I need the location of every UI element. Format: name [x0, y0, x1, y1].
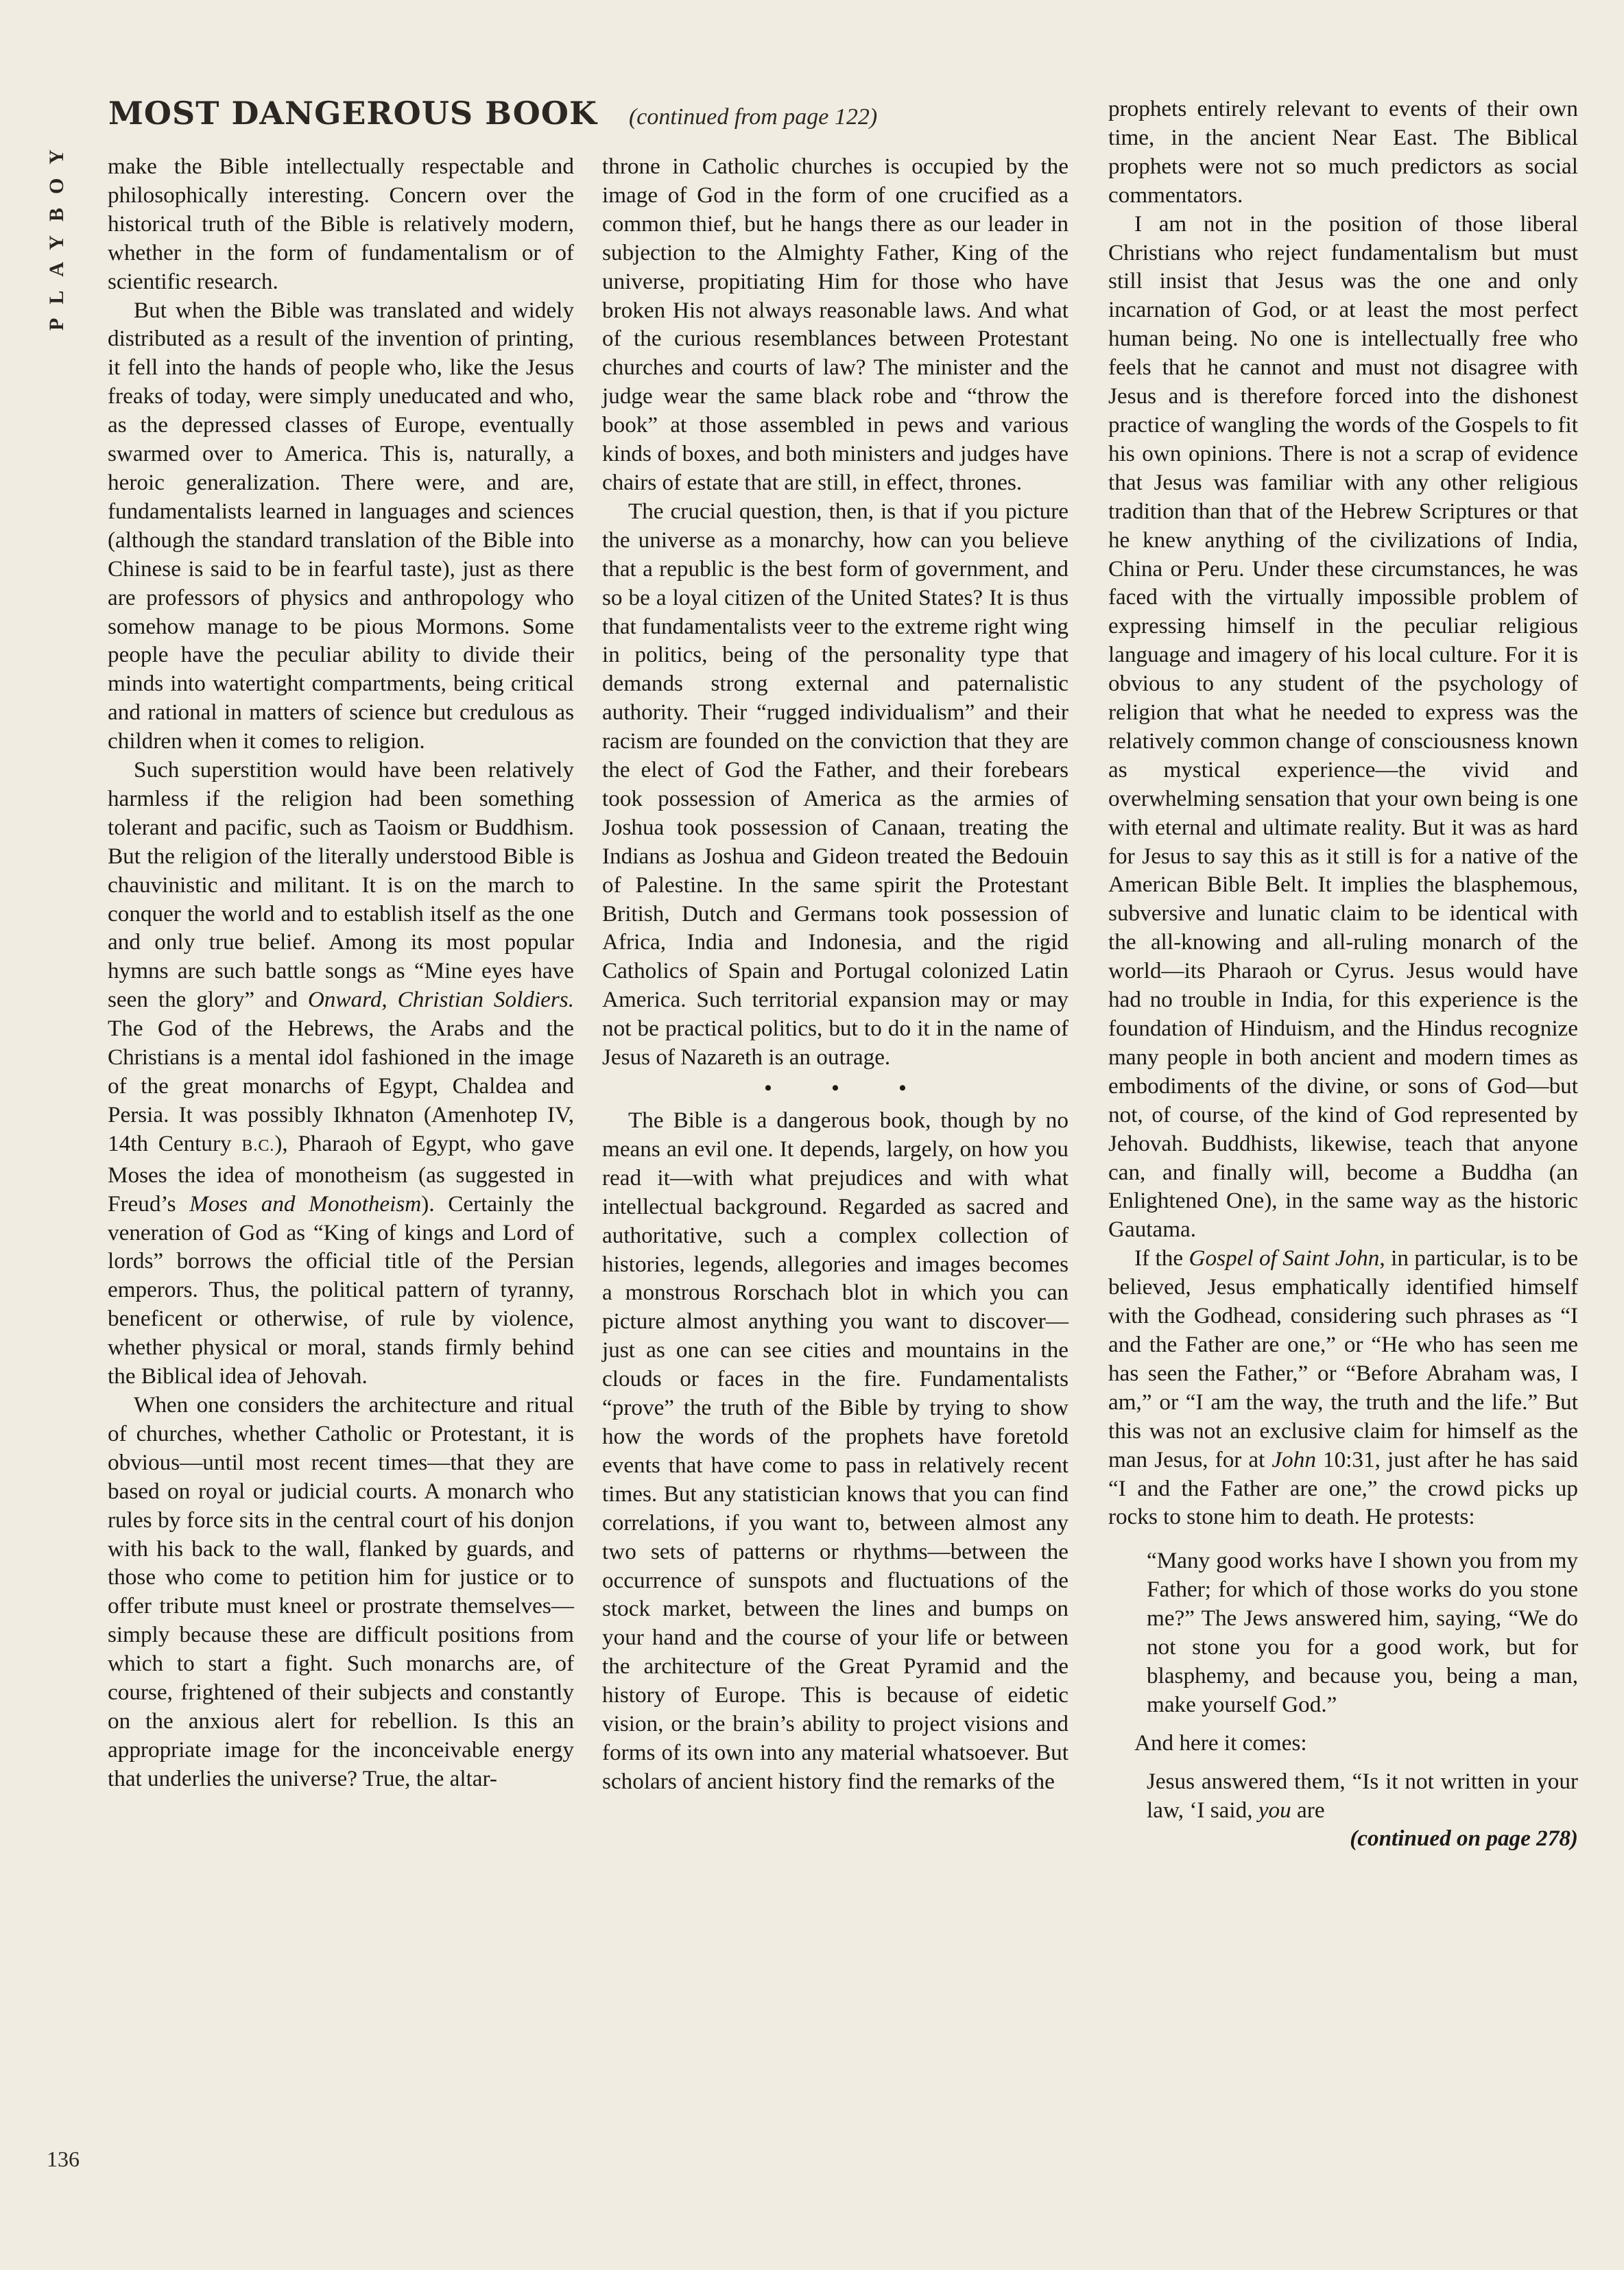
vertical-magazine-name: PLAYBOY — [45, 136, 69, 331]
paragraph — [108, 756, 574, 1391]
quote-text — [1147, 1767, 1578, 1825]
text-run: Such superstition would have been relatively harmless if the religion had been something tolerant and pacific, such as Taoism or Buddhism. But the religion of the literally understood Bible is chauvinistic and militant. It is on the march to conquer the world and to establish itself as the one and only true belief. Among its most popular hymns are such battle songs as “Mine eyes have seen the glory” and — [108, 757, 574, 1013]
gospel-title: Gospel of Saint John — [1189, 1245, 1380, 1271]
text-run: ). Certainly the veneration of God as “King of kings and Lord of lords” borrows the official title of the Persian emperors. Thus, the political pattern of tyranny, beneficent or otherwise, of rule by violence, whether physical or moral, stands firmly behind the Biblical idea of Jehovah. — [108, 1191, 575, 1389]
text-column-1 — [108, 152, 574, 1793]
paragraph: I am not in the position of those liberal Christians who reject fundamentalism but must still insist that Jesus was the one and only incarnation of God, or at least the most perfect human being. No one is intellectually free who feels that he cannot and must not disagree with Jesus and is therefore forced into the dishonest practice of wangling the words of the Gospels to fit his own opinions. There is not a scrap of evidence that Jesus was familiar with any other religious tradition than that of the Hebrew Scriptures or that he knew anything of the civilizations of India, China or Peru. Under these circumstances, he was faced with the virtually impossible problem of expressing himself in the peculiar religious language and imagery of his local culture. For it is obvious to any student of the psychology of religion that what he needed to express was the relatively common change of consciousness known as mystical experience—the vivid and overwhelming sensation that your own being is one with eternal and ultimate reality. But it was as hard for Jesus to say this as it still is for a native of the American Bible Belt. It implies the blasphemous, subversive and lunatic claim to be identical with the all-knowing and all-ruling monarch of the world—its Pharaoh or Cyrus. Jesus would have had no trouble in India, for this experience is the foundation of Hinduism, and the Hindus recognize many people in both ancient and modern times as embodiments of the divine, or sons of God—but not, of course, of the kind of God represented by Jehovah. Buddhists, likewise, teach that anyone can, and finally will, become a Buddha (an Enlightened One), in the same way as the historic Gautama. — [1108, 211, 1578, 1243]
hymn-title: Onward, Christian Soldiers. — [307, 987, 575, 1013]
paragraph: make the Bible intellectually respectable and philosophically interesting. Concern over the historical truth of the Bible is relatively modern, whether in the form of fundamentalism or of scientific research. — [108, 154, 574, 294]
paragraph: throne in Catholic churches is occupied by the image of God in the form of one crucified as a common thief, but he hangs there as our leader in subjection to the Almighty Father, King of the universe, propitiating Him for those who have broken His not always reasonable laws. And what of the curious resemblances between Protestant churches and courts of law? The minister and the judge wear the same black robe and “throw the book” at those assembled in pews and various kinds of boxes, and both ministers and judges have chairs of estate that are still, in effect, thrones. — [602, 154, 1068, 495]
text-column-2 — [602, 152, 1068, 1796]
continued-on-note: (continued on page 278) — [1350, 1826, 1578, 1852]
quote-text: “Many good works have I shown you from my Father; for which of those works do you stone me?” The Jews answered him, saying, “We do not stone you for a good work, but for blasphemy, and because you, being a man, make yourself God.” — [1147, 1548, 1578, 1717]
paragraph: But when the Bible was translated and widely distributed as a result of the invention of printing, it fell into the hands of people who, like the Jesus freaks of today, were simply uneducated and who, as the depressed classes of Europe, eventually swarmed over to America. This is, naturally, a heroic generalization. There were, and are, fundamentalists learned in languages and sciences (although the standard translation of the Bible into Chinese is said to be in fearful taste), just as there are professors of physics and anthropology who somehow manage to be pious Mormons. Some people have the peculiar ability to divide their minds into watertight compartments, being critical and rational in matters of science but credulous as children when it comes to religion. — [108, 297, 574, 754]
block-quote — [1147, 1546, 1578, 1719]
article-header — [108, 95, 877, 136]
emphasis: you — [1258, 1797, 1291, 1823]
magazine-sidebar-label — [40, 103, 74, 363]
text-run: Jesus answered them, “Is it not written in your law, ‘I said, — [1147, 1768, 1578, 1823]
text-run: 10:31, just after he has said “I and the Father are one,” the crowd picks up rocks to stone him to death. He protests: — [1108, 1446, 1578, 1530]
text-run: The God of the Hebrews, the Arabs and the Christians is a mental idol fashioned in the image of the great monarchs of Egypt, Chaldea and Persia. It was possibly Ikhnaton (Amenhotep IV, 14th Century — [108, 1016, 574, 1156]
text-run: are — [1291, 1797, 1325, 1823]
continued-from-note: (continued from page 122) — [628, 104, 878, 130]
article-title: MOST DANGEROUS BOOK — [108, 95, 597, 132]
paragraph — [1108, 1244, 1578, 1531]
quote-lead-in: And here it comes: — [1134, 1730, 1307, 1756]
block-quote — [1147, 1767, 1578, 1825]
paragraph: When one considers the architecture and ritual of churches, whether Catholic or Protestant, it is obvious—until most recent times—that they are based on royal or judicial courts. A monarch who rules by force sits in the central court of his donjon with his back to the wall, flanked by guards, and those who come to petition him for justice or to offer tribute must kneel or prostrate themselves—simply because these are difficult positions from which to start a fight. Such monarchs are, of course, frightened of their subjects and constantly on the anxious alert for rebellion. Is this an appropriate image for the inconceivable energy that underlies the universe? True, the altar- — [108, 1391, 574, 1791]
text-run: If the — [1134, 1245, 1189, 1271]
text-column-3 — [1108, 95, 1578, 1853]
paragraph: The Bible is a dangerous book, though by no means an evil one. It depends, largely, on how you read it—with what prejudices and with what intellectual background. Regarded as sacred and authoritative, such a complex collection of histories, legends, allegories and images becomes a monstrous Rorschach blot in which you can picture almost anything you want to discover—just as one can see cities and mountains in the clouds or faces in the fire. Fundamentalists “prove” the truth of the Bible by trying to show how the words of the prophets have foretold events that have come to pass in relatively recent times. But any statistician knows that you can find correlations, if you want to, between almost any two sets of patterns or rhythms—between the occurrence of sunspots and fluctuations of the stock market, between the lines and bumps on your hand and the course of your life or between the architecture of the Great Pyramid and the history of Europe. This is because of eidetic vision, or the brain’s ability to project visions and forms of its own into any material whatsoever. But scholars of ancient history find the remarks of the — [602, 1108, 1068, 1794]
paragraph: The crucial question, then, is that if you picture the universe as a monarchy, how can you believe that a republic is the best form of government, and so be a loyal citizen of the United States? It is thus that fundamentalists veer to the extreme right wing in politics, being of the personality type that demands strong external and paternalistic authority. Their “rugged individualism” and their racism are founded on the conviction that they are the elect of God the Father, and their forebears took possession of America as the armies of Joshua took possession of Canaan, treating the Indians as Joshua and Gideon treated the Bedouin of Palestine. In the same spirit the Protestant British, Dutch and Germans took possession of Africa, India and Indonesia, and the rigid Catholics of Spain and Portugal colonized Latin America. Such territorial expansion may or may not be practical politics, but to do it in the name of Jesus of Nazareth is an outrage. — [602, 498, 1068, 1071]
page-number: 136 — [47, 2147, 80, 2171]
book-title: Moses and Monotheism — [189, 1191, 422, 1217]
section-separator: • • • — [764, 1077, 934, 1099]
text-run: , in particular, is to be believed, Jesus emphatically identified himself with the Godhead, considering such phrases as “I and the Father are one,” or “He who has seen me has seen the Father,” or “Before Abraham was, I am,” or “I am the way, the truth and the life.” But this was not an exclusive claim for himself as the man Jesus, for at — [1108, 1245, 1579, 1472]
era-abbreviation: B.C. — [241, 1136, 275, 1155]
book-reference: John — [1271, 1446, 1316, 1472]
text-run: ), Pharaoh of Egypt, who gave Moses the idea of monotheism (as suggested in Freud’s — [108, 1130, 575, 1217]
paragraph: prophets entirely relevant to events of their own time, in the ancient Near East. The Biblical prophets were not so much predictors as social commentators. — [1108, 96, 1578, 208]
